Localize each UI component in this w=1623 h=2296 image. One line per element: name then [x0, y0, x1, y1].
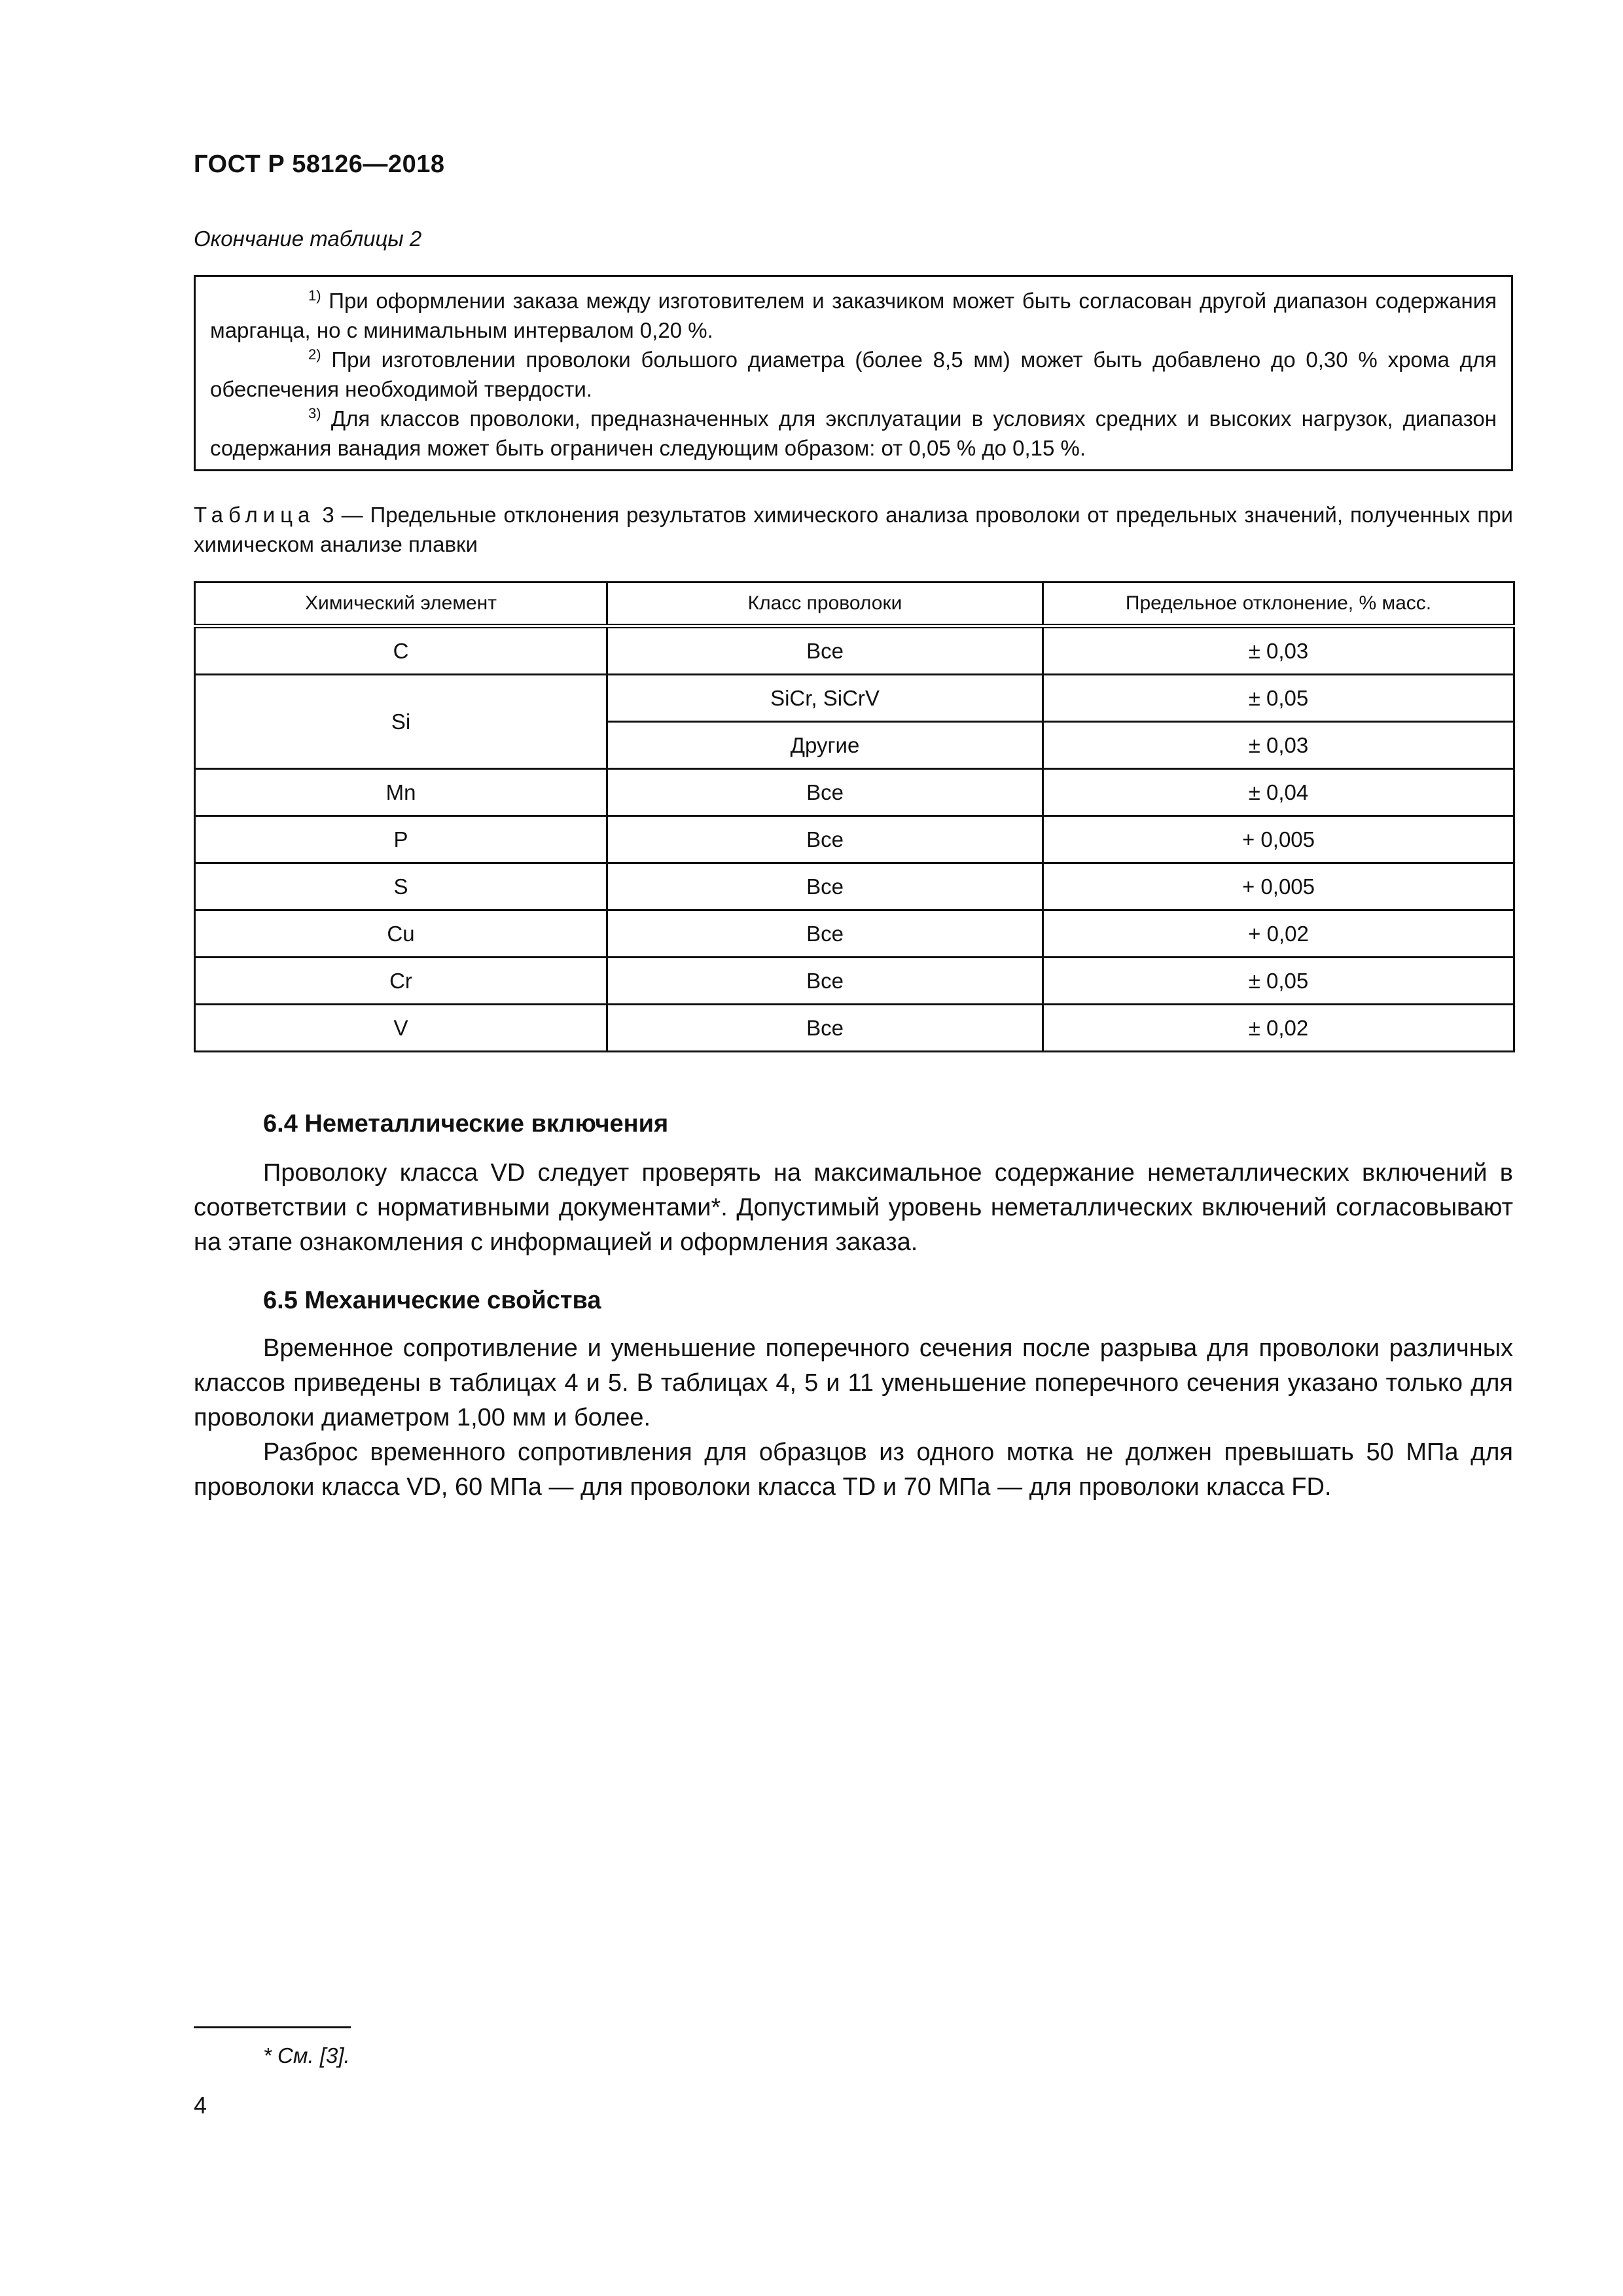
table-row [195, 675, 1514, 722]
table3 [194, 581, 1515, 1052]
class-cell: Все [607, 910, 1043, 958]
deviation-cell: + 0,02 [1043, 910, 1514, 958]
note-mark: 1) [308, 287, 321, 304]
table2-notes-box [194, 275, 1513, 471]
footnote-divider [194, 2026, 351, 2028]
section-6-4-body [194, 1156, 1513, 1260]
note-text: При изготовлении проволоки большого диаметра (более 8,5 мм) может быть добавлено до 0,30 % хрома для обеспечения необходимой твердости. [210, 348, 1497, 401]
element-cell: P [195, 816, 607, 863]
table-header-row [195, 583, 1514, 626]
deviation-cell: ± 0,03 [1043, 626, 1514, 675]
class-cell: Все [607, 863, 1043, 910]
class-cell: Все [607, 816, 1043, 863]
deviation-cell: ± 0,03 [1043, 722, 1514, 769]
element-cell: Si [195, 675, 607, 769]
table2-note-3 [210, 404, 1497, 463]
table-row [195, 816, 1514, 863]
table-row [195, 626, 1514, 675]
element-cell: C [195, 626, 607, 675]
table2-note-2 [210, 345, 1497, 404]
element-cell: S [195, 863, 607, 910]
note-text: Для классов проволоки, предназначенных для эксплуатации в условиях средних и высоких нагрузок, диапазон содержания ванадия может быть ограничен следующим образом: от 0,05 % до 0,15 %. [210, 406, 1497, 460]
table-row [195, 1005, 1514, 1052]
deviation-cell: + 0,005 [1043, 816, 1514, 863]
column-header: Химический элемент [195, 583, 607, 626]
table-row [195, 863, 1514, 910]
element-cell: Cu [195, 910, 607, 958]
table2-note-1 [210, 286, 1497, 345]
note-text: При оформлении заказа между изготовителем и заказчиком может быть согласован другой диапазон содержания марганца, но с минимальным интервалом 0,20 %. [210, 289, 1497, 342]
note-mark: 2) [308, 346, 321, 363]
table3-caption [194, 500, 1513, 559]
table3-label: Таблица [194, 503, 315, 527]
deviation-cell: ± 0,05 [1043, 675, 1514, 722]
element-cell: Mn [195, 769, 607, 816]
class-cell: SiCr, SiCrV [607, 675, 1043, 722]
class-cell: Все [607, 626, 1043, 675]
table-continuation-caption: Окончание таблицы 2 [194, 226, 422, 251]
document-code: ГОСТ Р 58126—2018 [194, 151, 445, 178]
deviation-cell: ± 0,02 [1043, 1005, 1514, 1052]
table-row [195, 910, 1514, 958]
deviation-cell: + 0,005 [1043, 863, 1514, 910]
column-header: Предельное отклонение, % масс. [1043, 583, 1514, 626]
class-cell: Все [607, 769, 1043, 816]
paragraph: Временное сопротивление и уменьшение поперечного сечения после разрыва для проволоки различных классов приведены в таблицах 4 и 5. В таблицах 4, 5 и 11 уменьшение поперечного сечения указано только для проволоки диаметром 1,00 мм и более. [194, 1335, 1513, 1431]
element-cell: V [195, 1005, 607, 1052]
column-header: Класс проволоки [607, 583, 1043, 626]
note-mark: 3) [308, 405, 321, 422]
class-cell: Другие [607, 722, 1043, 769]
section-6-4-title: 6.4 Неметаллические включения [263, 1110, 669, 1138]
element-cell: Cr [195, 958, 607, 1005]
page-number: 4 [194, 2092, 207, 2119]
section-6-5-body [194, 1331, 1513, 1505]
deviation-cell: ± 0,05 [1043, 958, 1514, 1005]
paragraph: Проволоку класса VD следует проверять на максимальное содержание неметаллических включений в соответствии с нормативными документами*. Допустимый уровень неметаллических включений согласовывают на этапе ознакомления с информацией и оформления заказа. [194, 1159, 1513, 1256]
footnote: * См. [3]. [263, 2043, 350, 2068]
section-6-5-title: 6.5 Механические свойства [263, 1287, 601, 1314]
class-cell: Все [607, 958, 1043, 1005]
table-row [195, 958, 1514, 1005]
paragraph: Разброс временного сопротивления для образцов из одного мотка не должен превышать 50 МПа для проволоки класса VD, 60 МПа — для проволоки класса TD и 70 МПа — для проволоки класса FD. [194, 1439, 1513, 1501]
table3-title: — Предельные отклонения результатов химического анализа проволоки от предельных значений, полученных при химическом анализе плавки [194, 503, 1513, 556]
class-cell: Все [607, 1005, 1043, 1052]
table3-number: 3 [322, 503, 334, 527]
table-row [195, 769, 1514, 816]
deviation-cell: ± 0,04 [1043, 769, 1514, 816]
